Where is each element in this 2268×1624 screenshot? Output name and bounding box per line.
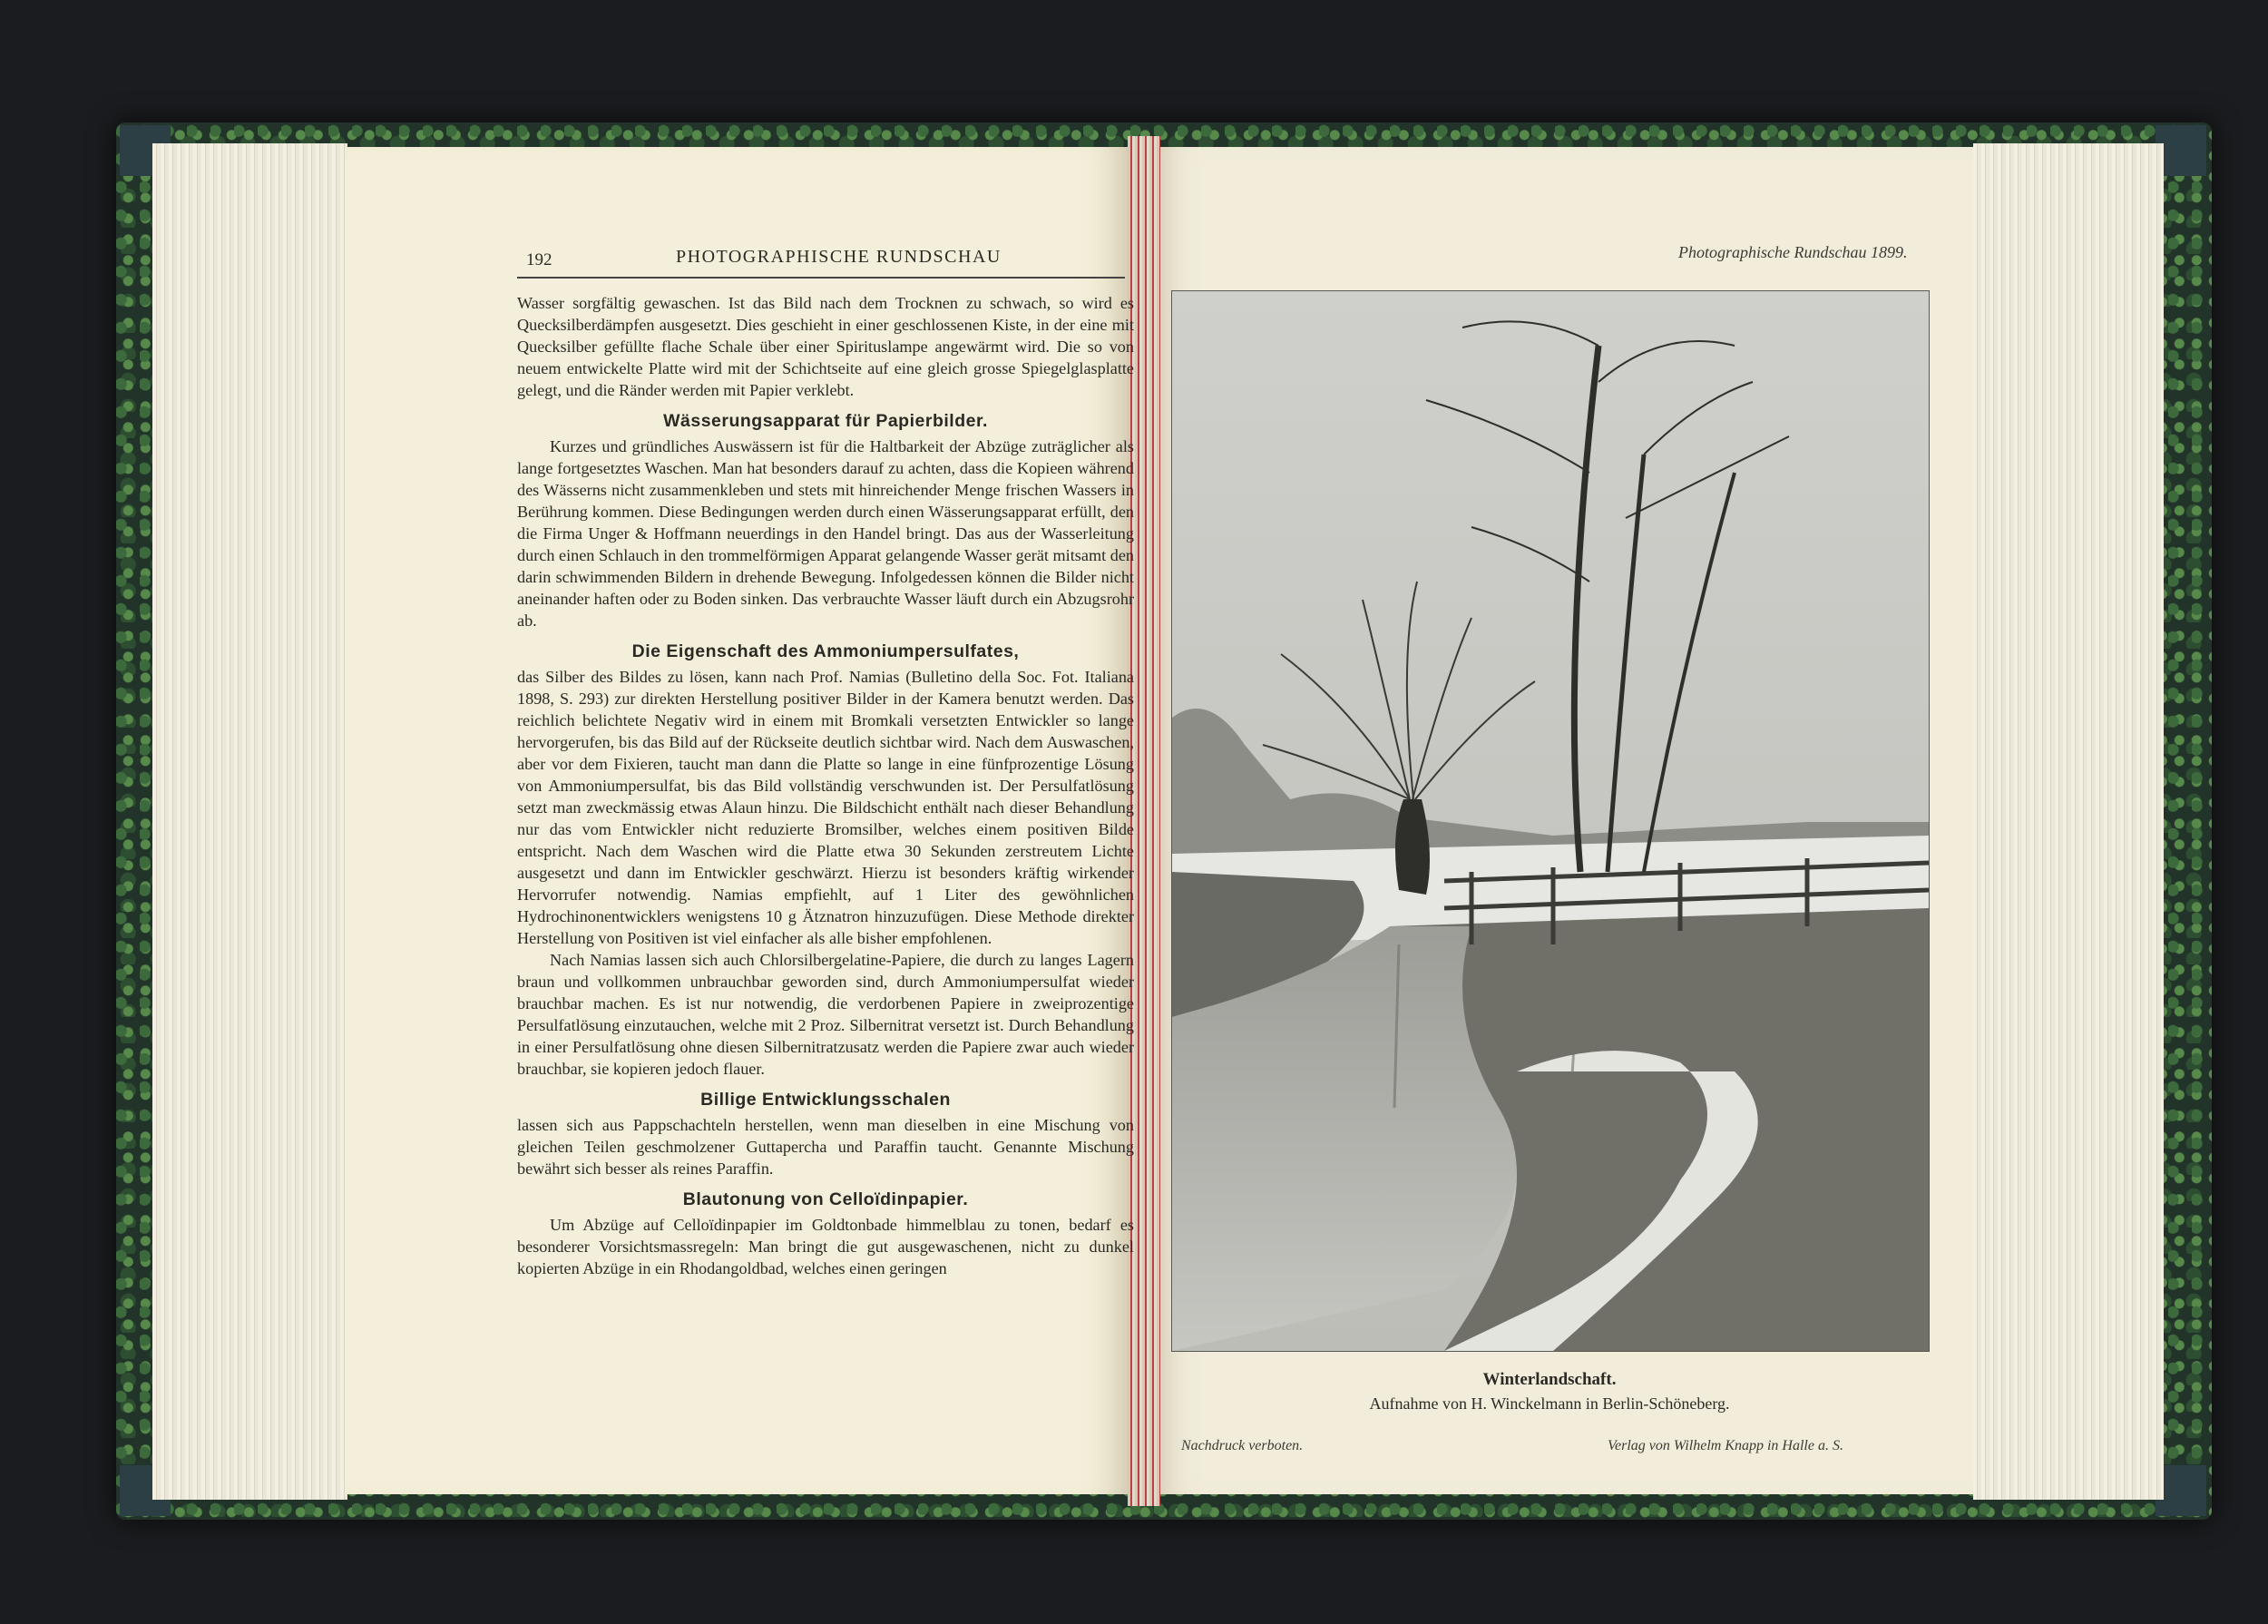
footer-publisher: Verlag von Wilhelm Knapp in Halle a. S. (1608, 1438, 1843, 1453)
paragraph: Nach Namias lassen sich auch Chlorsilbergelatine-Papiere, die durch zu langes Lagern braun und vollkommen unbrauchbar geworden sind, durch Ammoniumpersulfat wieder brauchbar machen. Es ist nur notwendig, die verdorbenen Papiere in zweiprozentige Persulfatlösung einzutauchen, welche mit 2 Proz. Silbernitrat versetzt ist. Durch Behandlung in einer Persulfatlösung ohne diesen Silbernitratzusatz werden die Papiere zwar auch wieder brauchbar, sie kopieren jedoch flauer. (517, 951, 1134, 1078)
caption-title: Winterlandschaft. (1482, 1370, 1617, 1389)
article-text (517, 292, 1134, 1363)
page-stack-right (1973, 143, 2164, 1500)
footer-notice: Nachdruck verboten. (1181, 1438, 1304, 1453)
plate-header: Photographische Rundschau 1899. (1678, 243, 1908, 261)
paragraph: Wasser sorgfältig gewaschen. Ist das Bild nach dem Trocknen zu schwach, so wird es Quecksilberdämpfen ausgesetzt. Dies geschieht in einer geschlossenen Kiste, in der eine mit Quecksilber gefüllte flache Schale über einer Spirituslampe angewärmt wird. Die so von neuem entwickelte Platte wird mit der Schichtseite auf eine gleich grosse Spiegelglasplatte gelegt, und die Ränder werden mit Papier verklebt. (517, 294, 1134, 399)
header-rule (517, 277, 1125, 279)
section-heading: Blautonung von Celloïdinpapier. (682, 1189, 969, 1209)
section-heading: Billige Entwicklungsschalen (700, 1090, 951, 1110)
page-stack-left (152, 143, 347, 1500)
caption-credit: Aufnahme von H. Winckelmann in Berlin-Schöneberg. (1369, 1394, 1730, 1413)
paragraph: Kurzes und gründliches Auswässern ist für die Haltbarkeit der Abzüge zuträglicher als lange fortgesetztes Waschen. Man hat besonders darauf zu achten, dass die Kopieen während des Wässerns nicht zusammenkleben und stets mit hinreichender Menge frischen Wassers in Berührung kommen. Diese Bedingungen werden durch einen Wässerungsapparat erfüllt, den die Firma Unger & Hoffmann neuerdings in den Handel bringt. Das aus der Wasserleitung durch einen Schlauch in den trommelförmigen Apparat gelangende Wasser gerät mitsamt den darin schwimmenden Bildern in drehende Bewegung. Infolgedessen können die Bilder nicht aneinander haften oder zu Boden sinken. Das verbrauchte Wasser läuft durch ein Abzugsrohr ab. (517, 437, 1134, 630)
section-heading: Die Eigenschaft des Ammoniumpersulfates, (631, 641, 1020, 661)
running-head: PHOTOGRAPHISCHE RUNDSCHAU (676, 247, 1002, 267)
section-heading: Wässerungsapparat für Papierbilder. (663, 411, 988, 431)
winter-landscape-photo (1171, 290, 1930, 1352)
paragraph: Um Abzüge auf Celloïdinpapier im Goldtonbade himmelblau zu tonen, bedarf es besonderer Vorsichtsmassregeln: Man bringt die gut ausgewaschenen, nicht zu dunkel kopierten Abzüge in ein Rhodangoldbad, welches einen geringen (517, 1216, 1134, 1277)
paragraph: lassen sich aus Pappschachteln herstellen, wenn man dieselben in eine Mischung von gleichen Teilen geschmolzener Guttapercha und Paraffin taucht. Genannte Mischung bewährt sich besser als reines Paraffin. (517, 1116, 1134, 1178)
paragraph: das Silber des Bildes zu lösen, kann nach Prof. Namias (Bulletino della Soc. Fot. Italiana 1898, S. 293) zur direkten Herstellung positiver Bilder in der Kamera benutzt werden. Das reichlich belichtete Negativ wird in einem mit Bromkali versetzten Entwickler so lange hervorgerufen, bis das Bild auf der Rückseite deutlich sichtbar wird. Nach dem Auswaschen, aber vor dem Fixieren, taucht man dann die Platte so lange in eine fünfprozentige Lösung von Ammoniumpersulfat, bis das Bild vollständig verschwunden ist. Der Persulfatlösung setzt man zweckmässig etwas Alaun hinzu. Die Bildschicht enthält nach dieser Behandlung nur das vom Entwickler nicht reduzierte Bromsilber, welches einem positiven Bilde entspricht. Nach dem Waschen wird die Platte etwa 30 Sekunden zerstreutem Lichte ausgesetzt und dann im Entwickler geschwärzt. Hierzu ist besonders kräftig wirkender Hervorrufer notwendig. Namias empfiehlt, auf 1 Liter des gewöhnlichen Hydrochinonentwicklers wenigstens 10 g Ätznatron hinzuzufügen. Diese Methode direkter Herstellung von Positiven ist viel einfacher als alle bisher empfohlenen. (517, 668, 1134, 947)
page-number: 192 (526, 250, 552, 269)
